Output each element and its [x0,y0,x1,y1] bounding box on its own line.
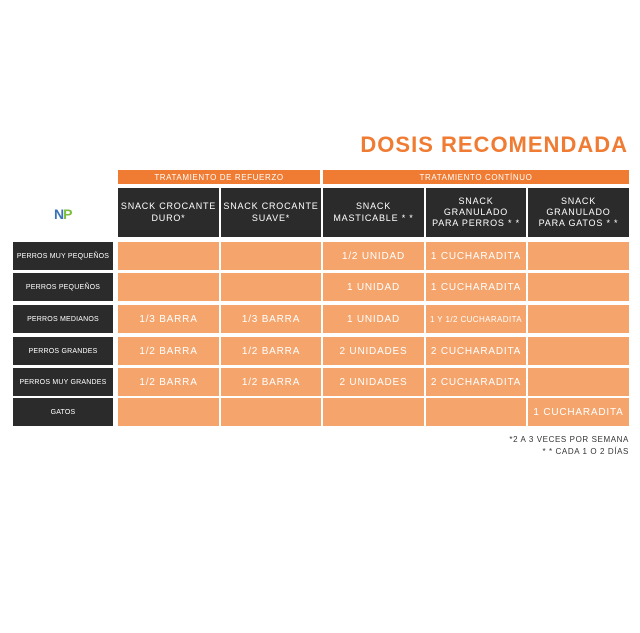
dosage-cell: 1/3 BARRA [221,305,321,333]
dosage-cell: 2 UNIDADES [323,368,424,396]
dosage-cell: 1/2 UNIDAD [323,242,424,270]
column-header: SNACK GRANULADO PARA GATOS * * [528,188,629,237]
dosage-cell: 1 CUCHARADITA [426,242,526,270]
group-header-refuerzo: TRATAMIENTO DE REFUERZO [118,170,320,184]
dosage-cell [221,273,321,301]
footnote-double: * * CADA 1 O 2 DÍAS [542,447,629,456]
dosage-cell: 1/2 BARRA [221,337,321,365]
dosage-cell [528,337,629,365]
row-label: PERROS PEQUEÑOS [13,273,113,301]
brand-logo [54,206,71,222]
dosage-cell [323,398,424,426]
row-label: PERROS MUY PEQUEÑOS [13,242,113,270]
row-label: PERROS MEDIANOS [13,305,113,333]
dosage-cell [426,398,526,426]
dosage-cell [528,368,629,396]
dosage-cell [221,242,321,270]
row-label: PERROS MUY GRANDES [13,368,113,396]
footnote-single: *2 A 3 VECES POR SEMANA [509,435,629,444]
column-header: SNACK CROCANTE SUAVE* [221,188,321,237]
dosage-cell [118,398,219,426]
dosage-cell [528,242,629,270]
dosage-cell: 1 UNIDAD [323,305,424,333]
dosage-cell [221,398,321,426]
dosage-cell: 1/2 BARRA [118,368,219,396]
dosage-cell: 1/3 BARRA [118,305,219,333]
dosage-cell [118,273,219,301]
dosage-cell [528,273,629,301]
row-label: PERROS GRANDES [13,337,113,365]
dosage-cell [528,305,629,333]
page-title: DOSIS RECOMENDADA [360,132,628,157]
logo-letter-n: N [54,206,64,222]
dosage-cell: 1 UNIDAD [323,273,424,301]
column-header: SNACK MASTICABLE * * [323,188,424,237]
dosage-cell: 1/2 BARRA [118,337,219,365]
row-label: GATOS [13,398,113,426]
dosage-cell: 1/2 BARRA [221,368,321,396]
dosage-cell [118,242,219,270]
logo-letter-p: P [63,206,72,222]
dosage-cell: 2 UNIDADES [323,337,424,365]
dosage-cell: 1 CUCHARADITA [426,273,526,301]
group-header-continuo: TRATAMIENTO CONTÍNUO [323,170,629,184]
dosage-cell: 1 Y 1/2 CUCHARADITA [426,305,526,333]
dosage-cell: 2 CUCHARADITA [426,337,526,365]
dosage-cell: 2 CUCHARADITA [426,368,526,396]
column-header: SNACK GRANULADO PARA PERROS * * [426,188,526,237]
column-header: SNACK CROCANTE DURO* [118,188,219,237]
dosage-cell: 1 CUCHARADITA [528,398,629,426]
